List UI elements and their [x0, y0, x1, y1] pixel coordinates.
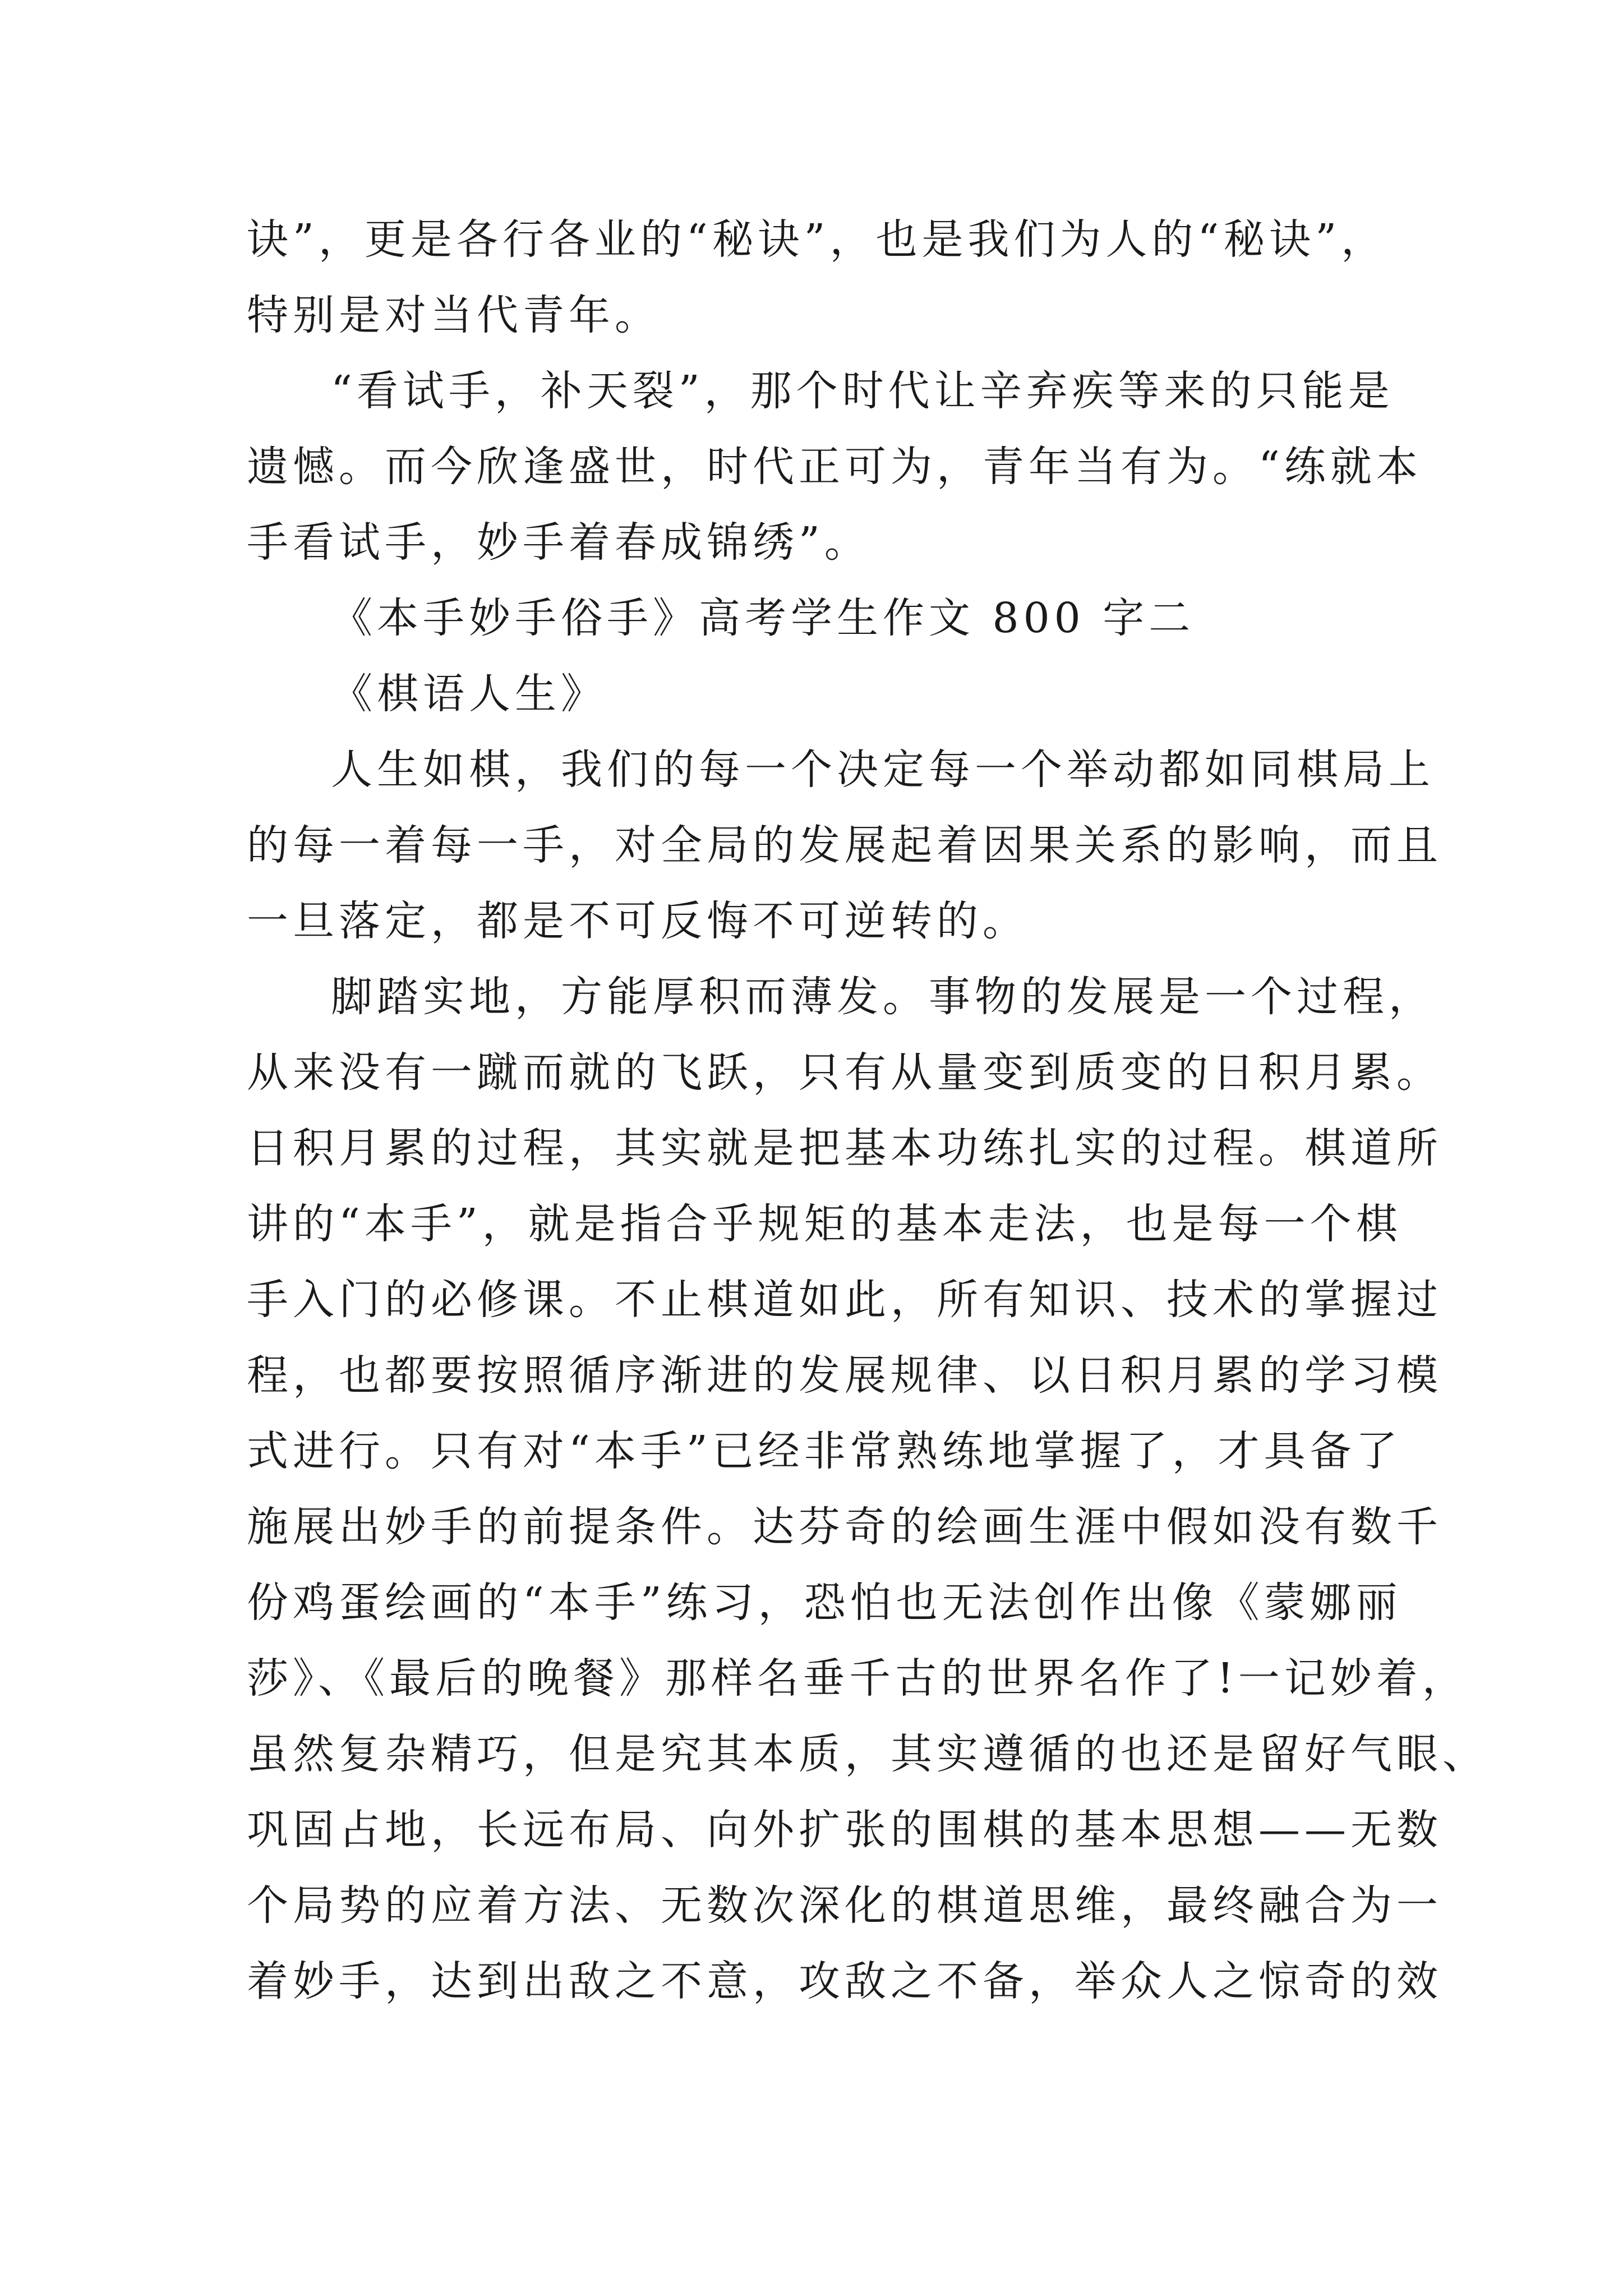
text-line: 巩固占地，长远布局、向外扩张的围棋的基本思想——无数 — [247, 1806, 1442, 1854]
text-line: 遗憾。而今欣逢盛世，时代正可为，青年当有为。“练就本 — [247, 443, 1422, 491]
text-line: 日积月累的过程，其实就是把基本功练扎实的过程。棋道所 — [247, 1124, 1442, 1172]
text-line: 莎》、《最后的晚餐》那样名垂千古的世界名作了!一记妙着， — [247, 1654, 1468, 1703]
text-line: 式进行。只有对“本手”已经非常熟练地掌握了，才具备了 — [247, 1427, 1402, 1475]
text-line: 讲的“本手”，就是指合乎规矩的基本走法，也是每一个棋 — [247, 1200, 1402, 1248]
text-line: 手入门的必修课。不止棋道如此，所有知识、技术的掌握过 — [247, 1276, 1442, 1324]
text-line: 手看试手，妙手着春成锦绣”。 — [247, 518, 870, 567]
essay-heading: 《本手妙手俗手》高考学生作文 800 字二 — [331, 594, 1195, 642]
paragraph-start-line: 脚踏实地，方能厚积而薄发。事物的发展是一个过程， — [331, 973, 1435, 1021]
text-line: 从来没有一蹴而就的飞跃，只有从量变到质变的日积月累。 — [247, 1048, 1442, 1097]
text-line: 个局势的应着方法、无数次深化的棋道思维，最终融合为一 — [247, 1881, 1442, 1930]
paragraph-start-line: 人生如棋，我们的每一个决定每一个举动都如同棋局上 — [331, 746, 1435, 794]
text-line: 一旦落定，都是不可反悔不可逆转的。 — [247, 897, 1029, 945]
text-line: 的每一着每一手，对全局的发展起着因果关系的影响，而且 — [247, 821, 1442, 869]
essay-text — [247, 202, 1488, 2019]
text-line: 程，也都要按照循序渐进的发展规律、以日积月累的学习模 — [247, 1351, 1442, 1400]
text-line: 诀”，更是各行各业的“秘诀”，也是我们为人的“秘诀”， — [247, 215, 1387, 264]
paragraph-start-line: “看试手，补天裂”，那个时代让辛弃疾等来的只能是 — [331, 367, 1394, 415]
text-line: 施展出妙手的前提条件。达芬奇的绘画生涯中假如没有数千 — [247, 1503, 1442, 1551]
text-line: 虽然复杂精巧，但是究其本质，其实遵循的也还是留好气眼、 — [247, 1730, 1488, 1778]
text-line: 着妙手，达到出敌之不意，攻敌之不备，举众人之惊奇的效 — [247, 1957, 1442, 2005]
text-line: 特别是对当代青年。 — [247, 291, 661, 339]
text-line: 份鸡蛋绘画的“本手”练习，恐怕也无法创作出像《蒙娜丽 — [247, 1579, 1402, 1627]
essay-title: 《棋语人生》 — [331, 670, 607, 718]
